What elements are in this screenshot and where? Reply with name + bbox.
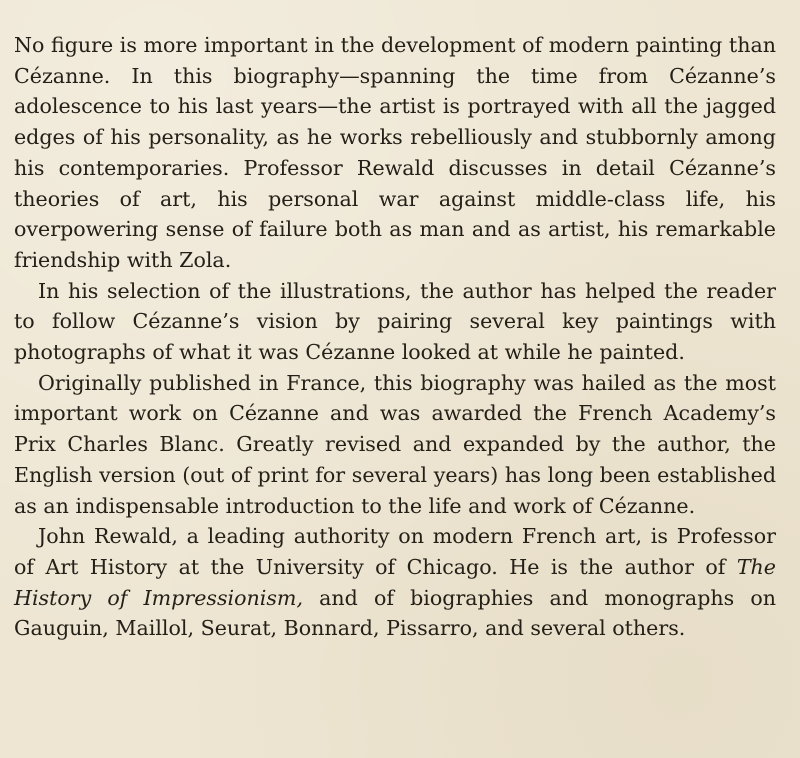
paragraph-author-bio	[14, 521, 776, 644]
paragraph-intro: No figure is more important in the development of modern painting than Cézanne. In this biography—spanning the time from Cézanne’s adolescence to his last years—the artist is portrayed with all the jagged edges of his personality, as he works rebelliously and stubbornly among his contemporaries. Professor Rewald discusses in detail Cézanne’s theories of art, his personal war against middle-class life, his overpowering sense of failure both as man and as artist, his remarkable friendship with Zola.	[14, 33, 776, 272]
author-bio-text-start: John Rewald, a leading authority on modern French art, is Professor of Art History at the University of Chicago. He is the author of	[14, 524, 776, 579]
paragraph-publication: Originally published in France, this biography was hailed as the most important work on Cézanne and was awarded the French Academy’s Prix Charles Blanc. Greatly revised and expanded by the author, the English version (out of print for several years) has long been established as an indispensable introduction to the life and work of Cézanne.	[14, 370, 776, 518]
jacket-copy	[14, 30, 776, 644]
author-bio-text-end: and of biographies and monographs on Gauguin, Maillol, Seurat, Bonnard, Pissarro, and several others.	[14, 585, 777, 641]
book-title-impressionism: The History of Impressionism,	[14, 554, 776, 610]
paragraph-illustrations: In his selection of the illustrations, the author has helped the reader to follow Cézanne’s vision by pairing several key paintings with photographs of what it was Cézanne looked at while he painted.	[14, 278, 776, 365]
